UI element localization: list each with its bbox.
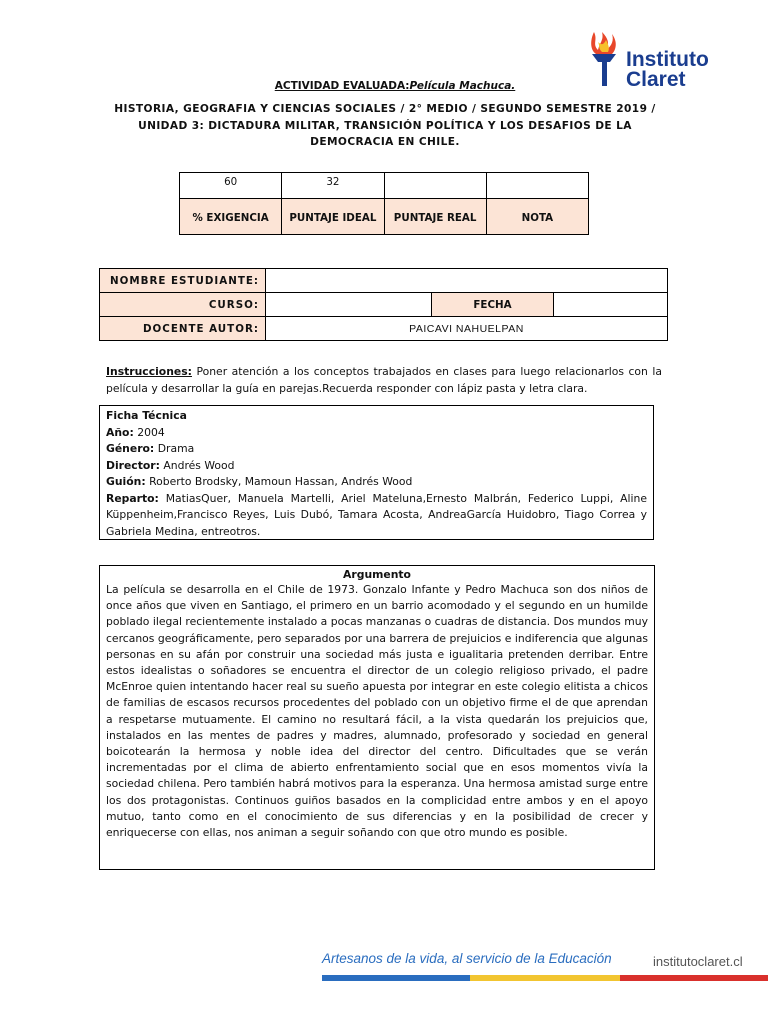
header-exigencia: % EXIGENCIA <box>180 199 282 235</box>
instructions-text: Poner atención a los conceptos trabajados en clases para luego relacionarlos con la película y desarrollar la guía en parejas.Recuerda responder con lápiz pasta y letra clara. <box>106 365 662 395</box>
technical-sheet <box>99 405 654 540</box>
script-value: Roberto Brodsky, Mamoun Hassan, Andrés Wood <box>145 475 413 488</box>
logo-line-2: Claret <box>626 68 686 91</box>
argument-box <box>99 565 655 870</box>
year-value: 2004 <box>133 425 165 439</box>
score-cell-exigencia: 60 <box>180 173 282 199</box>
header-real: PUNTAJE REAL <box>384 199 486 235</box>
director-value: Andrés Wood <box>159 458 235 472</box>
score-cell-real[interactable] <box>384 173 486 199</box>
score-cell-nota[interactable] <box>486 173 588 199</box>
director-label: Director: <box>106 458 160 472</box>
teacher-value: PAICAVI NAHUELPAN <box>266 317 668 341</box>
course-field[interactable] <box>266 293 432 317</box>
instructions-label: Instrucciones: <box>106 365 192 378</box>
header-nota: NOTA <box>486 199 588 235</box>
genre-label: Género: <box>106 442 155 455</box>
title-suffix: Película Machuca. <box>409 80 516 92</box>
footer-slogan: Artesanos de la vida, al servicio de la Educación <box>322 951 612 966</box>
argument-title: Argumento <box>343 568 411 581</box>
course-subtitle: HISTORIA, GEOGRAFIA Y CIENCIAS SOCIALES / 2° MEDIO / SEGUNDO SEMESTRE 2019 / UNIDAD 3: DICTADURA MILITAR, TRANSICIÓN POLÍTICA Y LOS DESAFIOS DE LA DEMOCRACIA EN CHILE. <box>114 103 656 148</box>
activity-title <box>0 80 768 92</box>
teacher-label: DOCENTE AUTOR: <box>100 317 266 341</box>
date-field[interactable] <box>554 293 668 317</box>
title-prefix: ACTIVIDAD EVALUADA: <box>274 80 410 92</box>
argument-text: La película se desarrolla en el Chile de 1973. Gonzalo Infante y Pedro Machuca son dos niños de once años que viven en Santiago, el primero en un barrio acomodado y el segundo en un humilde poblado ilegal recientemente instalado a pocas manzanas o cuadras de distancia. Dos mundos muy cercanos geográficamente, pero separados por una barrera de prejuicios e indiferencia que algunas personas en su afán por construir una sociedad más justa e igualitaria pretenden derribar. Entre estos idealistas o soñadores se encuentra el director de un colegio religioso privado, el padre McEnroe quien intentando hacer real su sueño apuesta por integrar en este colegio elitista a chicos de familias de escasos recursos procedentes del poblado con un objetivo firme el de que aprendan a respetarse mutuamente. El camino no resultará fácil, a la vista quedarán los prejuicios que, instalados en las mentes de padres y madres, alumnado, profesorado y sociedad en general boicotearán la hermosa y noble idea del director del centro. Dificultades que se verán incrementadas por el clima de abierto enfrentamiento social que en esos momentos vivía la sociedad chilena. Pero también habrá motivos para la esperanza. Una hermosa amistad surge entre los dos protagonistas. Continuos guiños basados en la complicidad entre ambos y en el apoyo mutuo, tanto como en el conocimiento de sus diferencias y en la posibilidad de crecer y enriquecerse con ellas, nos animan a seguir soñando con que otro mundo es posible. <box>106 583 648 840</box>
student-name-label: NOMBRE ESTUDIANTE: <box>100 269 266 293</box>
score-cell-ideal: 32 <box>282 173 384 199</box>
score-table <box>179 172 589 235</box>
course-label: CURSO: <box>100 293 266 317</box>
date-label: FECHA <box>432 293 554 317</box>
instructions <box>106 364 662 397</box>
student-info-table <box>99 268 668 341</box>
ficha-title: Ficha Técnica <box>106 409 187 422</box>
cast-label: Reparto: <box>106 491 159 505</box>
header-ideal: PUNTAJE IDEAL <box>282 199 384 235</box>
color-stripe <box>322 975 768 981</box>
footer-url[interactable]: institutoclaret.cl <box>653 954 743 969</box>
student-name-field[interactable] <box>266 269 668 293</box>
year-label: Año: <box>106 425 134 439</box>
genre-value: Drama <box>154 442 195 455</box>
script-label: Guión: <box>106 475 146 488</box>
logo-line-1: Instituto <box>626 48 709 71</box>
cast-value: MatiasQuer, Manuela Martelli, Ariel Mateluna,Ernesto Malbrán, Federico Luppi, Aline Küppenheim,Francisco Reyes, Luis Dubó, Tamara Acosta, AndreaGarcía Huidobro, Tiago Correa y Gabriela Medina, entreotros. <box>106 491 647 538</box>
